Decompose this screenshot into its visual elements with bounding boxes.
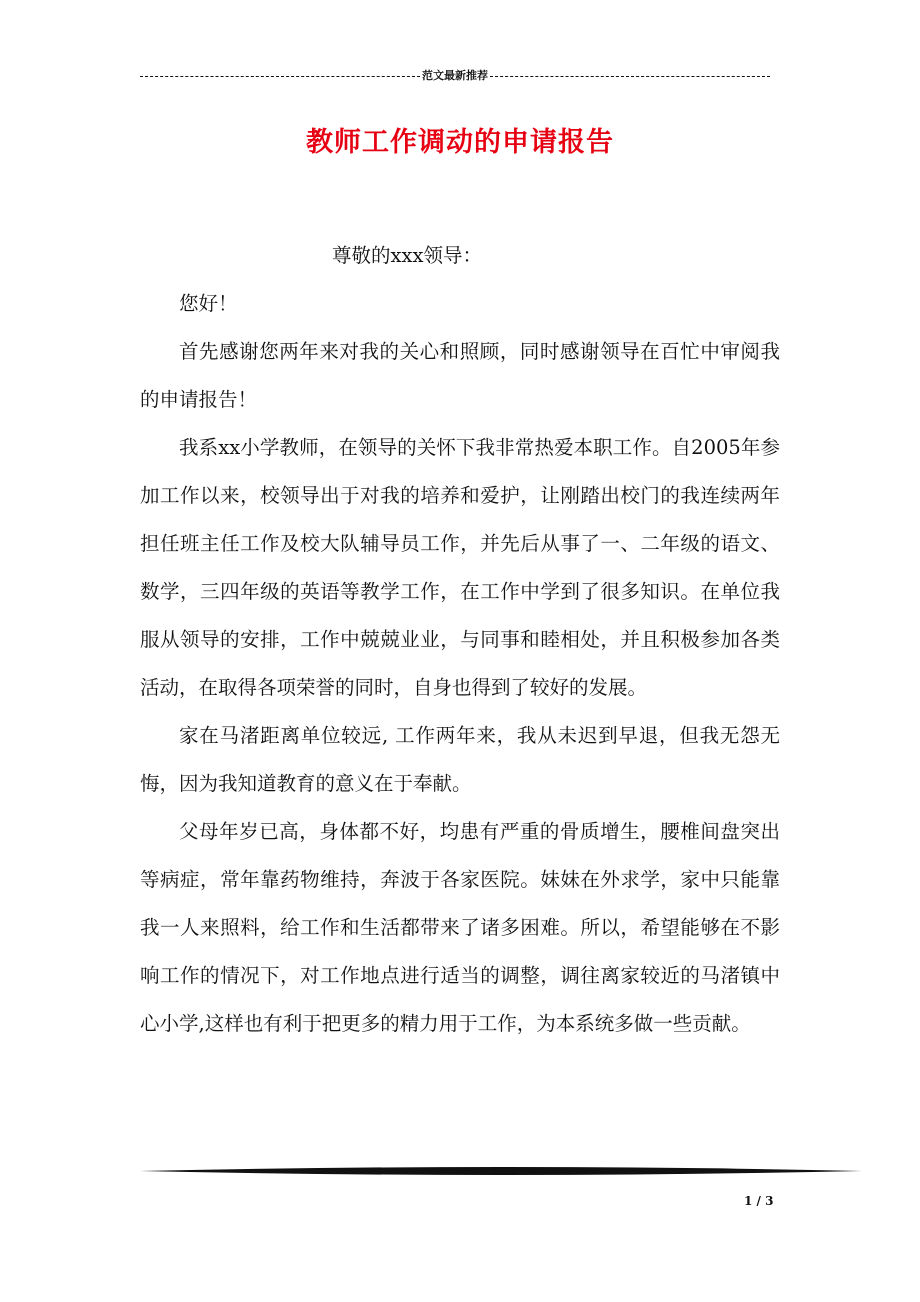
paragraph: 家在马渚距离单位较远, 工作两年来，我从未迟到早退，但我无怨无悔，因为我知道教育的意义在于奉献。	[140, 724, 780, 795]
salutation: 尊敬的xxx领导：	[332, 244, 482, 267]
header-dash-right	[490, 76, 770, 77]
greeting: 您好！	[179, 292, 238, 315]
footer-rule	[140, 1164, 862, 1178]
paragraph: 父母年岁已高，身体都不好，均患有严重的骨质增生，腰椎间盘突出等病症，常年靠药物维持，奔波于各家医院。妹妹在外求学，家中只能靠我一人来照料，给工作和生活都带来了诸多困难。所以，希望能够在不影响工作的情况下，对工作地点进行适当的调整，调往离家较近的马渚镇中心小学,这样也有利于把更多的精力用于工作，为本系统多做一些贡献。	[140, 820, 780, 1035]
paragraph: 我系xx小学教师，在领导的关怀下我非常热爱本职工作。自2005年参加工作以来，校领导出于对我的培养和爱护，让刚踏出校门的我连续两年担任班主任工作及校大队辅导员工作，并先后从事了一、二年级的语文、数学，三四年级的英语等教学工作，在工作中学到了很多知识。在单位我服从领导的安排，工作中兢兢业业，与同事和睦相处，并且积极参加各类活动，在取得各项荣誉的同时，自身也得到了较好的发展。	[140, 436, 780, 699]
paragraph: 首先感谢您两年来对我的关心和照顾，同时感谢领导在百忙中审阅我的申请报告！	[140, 340, 780, 411]
document-body	[140, 232, 780, 1048]
header-label: 范文最新推荐	[422, 69, 488, 82]
header-dash-left	[140, 76, 420, 77]
page-header	[140, 68, 770, 84]
page-number: 1 / 3	[744, 1194, 774, 1208]
document-title: 教师工作调动的申请报告	[306, 127, 614, 158]
